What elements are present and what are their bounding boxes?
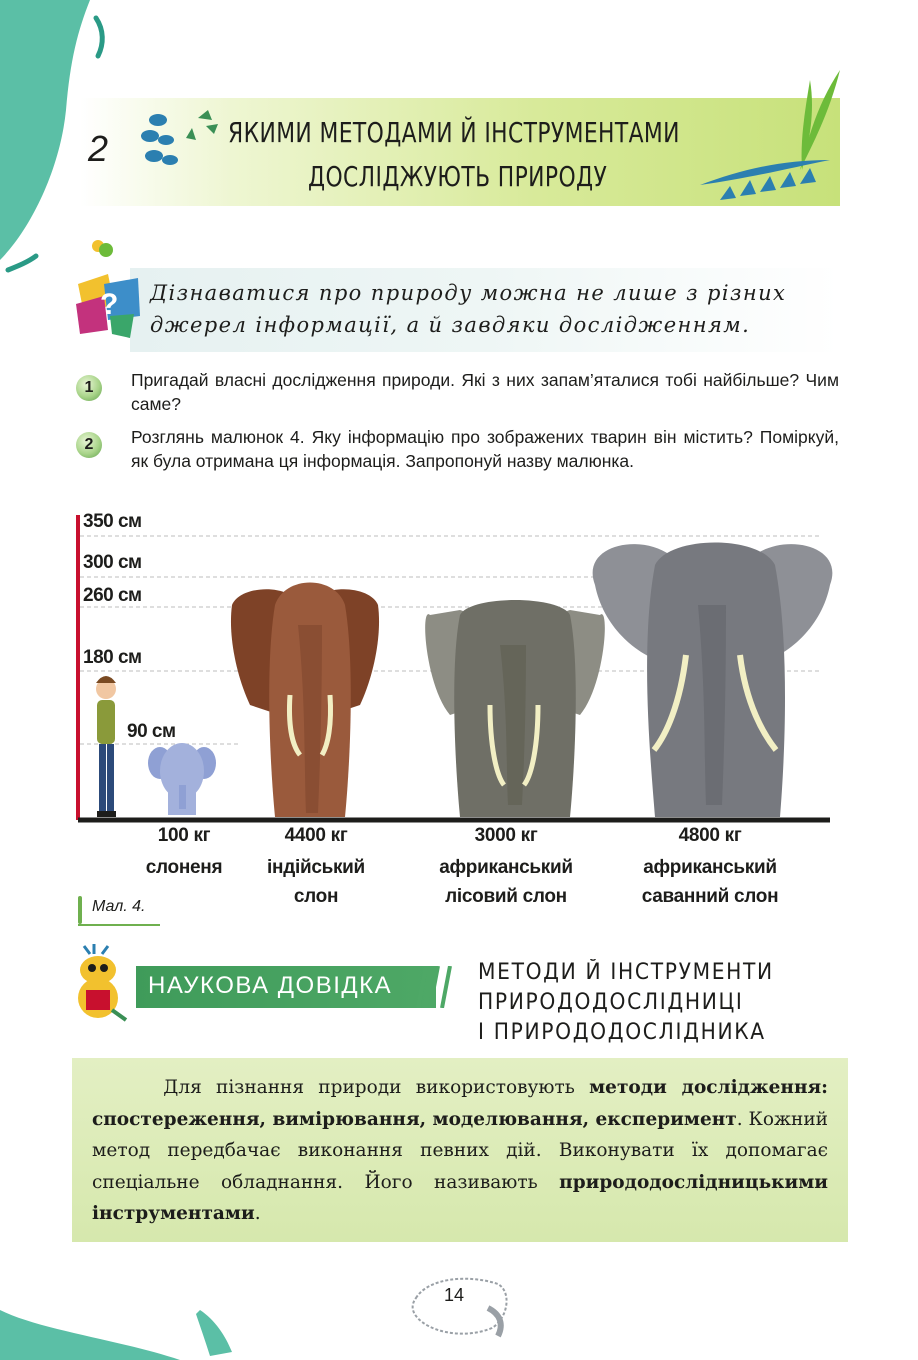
animal-name: лісовий слон	[445, 886, 567, 907]
info-text-bold: природодослідницькими інструментами	[92, 1171, 828, 1224]
animal-weight: 4400 кг	[284, 825, 348, 846]
info-paragraph	[92, 1072, 828, 1230]
slash-decoration	[414, 966, 460, 1008]
animal-name: африканський	[439, 857, 573, 878]
caption-underline	[78, 924, 160, 926]
section-number: 2	[88, 128, 109, 169]
caption-bracket	[78, 896, 82, 924]
african-savanna-elephant	[593, 543, 833, 818]
animal-name: слоненя	[145, 857, 223, 878]
puzzle-question-icon	[68, 234, 148, 354]
reference-title-line1: МЕТОДИ Й ІНСТРУМЕНТИ	[478, 960, 774, 985]
fern-icon	[690, 60, 850, 210]
animal-name: саванний слон	[641, 886, 779, 907]
teal-bottom-decoration	[0, 1270, 260, 1360]
height-label: 260 см	[83, 585, 142, 606]
indian-elephant	[231, 583, 379, 818]
reference-label: НАУКОВА ДОВІДКА	[148, 972, 393, 999]
svg-text:?: ?	[100, 288, 119, 321]
leaf-icon	[128, 100, 228, 200]
african-forest-elephant	[425, 600, 605, 817]
question-text: Розглянь малюнок 4. Яку інформацію про зображених тварин він містить? Поміркуй, як була отримана ця інформація. Запропонуй назву малюнка.	[131, 427, 839, 471]
child-figure	[96, 676, 116, 817]
info-text-part: Для пізнання природи використовують	[163, 1077, 590, 1098]
animal-name: індійський	[267, 857, 365, 878]
height-label: 90 см	[127, 721, 176, 742]
animal-weight: 3000 кг	[474, 825, 538, 846]
info-text-bold: методи дослідження: спостереження, вимірювання, моделювання, експеримент	[92, 1077, 828, 1130]
reference-title-line2: ПРИРОДОДОСЛІДНИЦІ	[478, 990, 744, 1015]
figure-caption: Мал. 4.	[92, 898, 146, 915]
section-title-line2: ДОСЛІДЖУЮТЬ ПРИРОДУ	[308, 160, 608, 193]
animal-weight: 4800 кг	[678, 825, 742, 846]
height-label: 350 см	[83, 511, 142, 532]
question-text: Пригадай власні дослідження природи. Які з них запам’яталися тобі найбільше? Чим саме?	[131, 370, 839, 414]
height-label: 300 см	[83, 552, 142, 573]
baby-elephant	[148, 743, 216, 815]
intro-text-line1: Дізнаватися про природу можна не лише з різних	[150, 281, 787, 305]
question-number-badge: 2	[76, 432, 102, 458]
animal-name: африканський	[643, 857, 777, 878]
page-number: 14	[444, 1285, 465, 1305]
animal-weight: 100 кг	[157, 825, 211, 846]
question-number-badge: 1	[76, 375, 102, 401]
animal-name: слон	[293, 886, 339, 907]
height-label: 180 см	[83, 647, 142, 668]
elephant-height-figure	[60, 505, 840, 830]
info-text-part: .	[254, 1203, 261, 1224]
section-title-line1: ЯКИМИ МЕТОДАМИ Й ІНСТРУМЕНТАМИ	[228, 116, 680, 149]
reference-title-line3: І ПРИРОДОДОСЛІДНИКА	[478, 1020, 766, 1045]
intro-text-line2: джерел інформації, а й завдяки дослідженням.	[150, 313, 751, 337]
info-text-part: . Кожний метод передбачає виконання певних дій. Виконувати їх допомагає спеціальне обладнання. Його називають	[92, 1108, 828, 1193]
bug-mascot-icon	[68, 944, 138, 1026]
